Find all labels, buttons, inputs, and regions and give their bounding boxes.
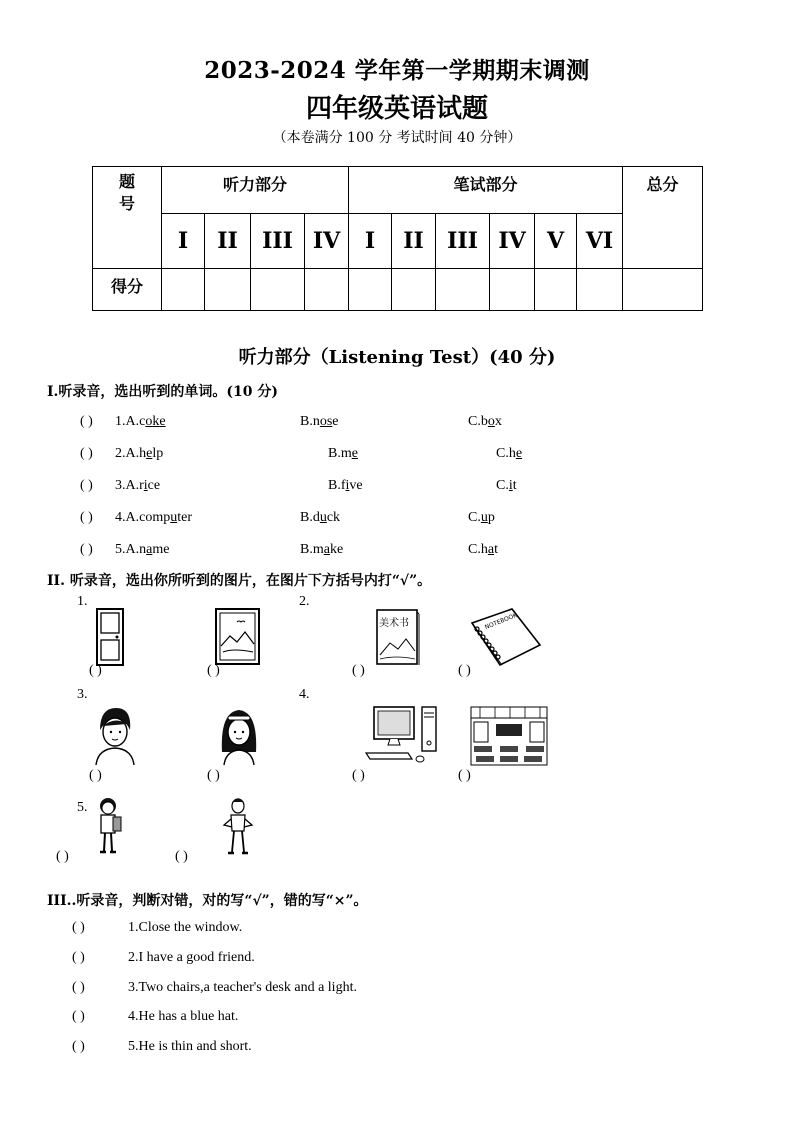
option-a[interactable]: 5.A.name xyxy=(115,542,170,557)
score-cell[interactable] xyxy=(535,269,577,311)
option-b[interactable]: B.five xyxy=(328,478,363,493)
written-col-6: VI xyxy=(577,214,623,269)
answer-paren[interactable]: ( ) xyxy=(56,849,69,864)
written-col-3: III xyxy=(436,214,490,269)
door-icon xyxy=(96,608,124,666)
girl-long-hair-icon xyxy=(218,706,260,766)
answer-paren[interactable]: ( ) xyxy=(352,768,365,783)
listening-label: 听力部分 xyxy=(162,167,349,214)
score-cell[interactable] xyxy=(436,269,490,311)
answer-paren[interactable]: ( ) xyxy=(458,768,471,783)
part2-number-5: 5. xyxy=(77,800,88,815)
section-title: 听力部分（Listening Test）(40 分) xyxy=(238,347,556,368)
part2-number-2: 2. xyxy=(299,594,310,609)
option-a[interactable]: 4.A.computer xyxy=(115,510,192,525)
question-label: 题号 xyxy=(118,172,135,213)
exam-info: （本卷满分 100 分 考试时间 40 分钟） xyxy=(272,130,522,146)
written-col-4: IV xyxy=(490,214,535,269)
answer-paren[interactable]: ( ) xyxy=(175,849,188,864)
exam-title: 2023-2024 学年第一学期期末调测 xyxy=(204,57,590,84)
statement-text: 4.He has a blue hat. xyxy=(128,1009,239,1024)
answer-paren[interactable]: ( ) xyxy=(89,768,102,783)
answer-paren[interactable]: ( ) xyxy=(80,510,93,525)
written-col-5: V xyxy=(535,214,577,269)
part2-number-3: 3. xyxy=(77,687,88,702)
written-col-1: I xyxy=(349,214,392,269)
statement-text: 2.I have a good friend. xyxy=(128,950,255,965)
classroom-icon xyxy=(470,706,548,766)
option-c[interactable]: C.box xyxy=(468,414,502,429)
answer-paren[interactable]: ( ) xyxy=(458,663,471,678)
score-cell[interactable] xyxy=(392,269,436,311)
answer-paren[interactable]: ( ) xyxy=(80,446,93,461)
part3-heading: III..听录音，判断对错，对的写“√”，错的写“×”。 xyxy=(47,893,368,909)
total-label: 总分 xyxy=(623,167,703,269)
answer-paren[interactable]: ( ) xyxy=(207,663,220,678)
score-cell[interactable] xyxy=(577,269,623,311)
option-a[interactable]: 1.A.coke xyxy=(115,414,166,429)
notebook-icon xyxy=(468,605,542,669)
option-c[interactable]: C.hat xyxy=(468,542,498,557)
total-score-cell[interactable] xyxy=(623,269,703,311)
statement-text: 1.Close the window. xyxy=(128,920,243,935)
answer-paren[interactable]: ( ) xyxy=(352,663,365,678)
answer-paren[interactable]: ( ) xyxy=(80,478,93,493)
computer-icon xyxy=(364,705,440,765)
option-b[interactable]: B.make xyxy=(300,542,344,557)
exam-subtitle: 四年级英语试题 xyxy=(305,94,488,124)
answer-paren[interactable]: ( ) xyxy=(80,542,93,557)
option-b[interactable]: B.nose xyxy=(300,414,339,429)
part2-number-1: 1. xyxy=(77,594,88,609)
score-table xyxy=(92,166,703,311)
art-book-label: 美术书 xyxy=(379,618,409,629)
question-label-cell xyxy=(93,167,162,269)
score-cell[interactable] xyxy=(490,269,535,311)
part2-number-4: 4. xyxy=(299,687,310,702)
girl-short-hair-icon xyxy=(92,706,136,766)
score-cell[interactable] xyxy=(305,269,349,311)
listening-col-3: III xyxy=(251,214,305,269)
option-b[interactable]: B.me xyxy=(328,446,358,461)
listening-col-4: IV xyxy=(305,214,349,269)
score-cell[interactable] xyxy=(349,269,392,311)
answer-paren[interactable]: ( ) xyxy=(72,980,85,995)
answer-paren[interactable]: ( ) xyxy=(89,663,102,678)
listening-col-1: I xyxy=(162,214,205,269)
answer-paren[interactable]: ( ) xyxy=(72,1009,85,1024)
picture-icon xyxy=(215,608,260,665)
option-a[interactable]: 2.A.help xyxy=(115,446,164,461)
score-cell[interactable] xyxy=(205,269,251,311)
option-c[interactable]: C.up xyxy=(468,510,495,525)
score-cell[interactable] xyxy=(162,269,205,311)
option-c[interactable]: C.it xyxy=(496,478,517,493)
written-label: 笔试部分 xyxy=(349,167,623,214)
part2-heading: II. 听录音，选出你所听到的图片，在图片下方括号内打“√”。 xyxy=(47,573,432,589)
written-col-2: II xyxy=(392,214,436,269)
listening-col-2: II xyxy=(205,214,251,269)
statement-text: 5.He is thin and short. xyxy=(128,1039,252,1054)
part1-heading: I.听录音，选出听到的单词。(10 分) xyxy=(47,384,279,400)
answer-paren[interactable]: ( ) xyxy=(72,950,85,965)
answer-paren[interactable]: ( ) xyxy=(72,1039,85,1054)
option-b[interactable]: B.duck xyxy=(300,510,341,525)
option-c[interactable]: C.he xyxy=(496,446,523,461)
score-cell[interactable] xyxy=(251,269,305,311)
answer-paren[interactable]: ( ) xyxy=(207,768,220,783)
option-a[interactable]: 3.A.rice xyxy=(115,478,161,493)
answer-paren[interactable]: ( ) xyxy=(72,920,85,935)
answer-paren[interactable]: ( ) xyxy=(80,414,93,429)
statement-text: 3.Two chairs,a teacher's desk and a light. xyxy=(128,980,357,995)
boy-backpack-icon xyxy=(96,797,124,855)
score-label: 得分 xyxy=(93,269,162,311)
boy-thin-icon xyxy=(222,797,254,857)
notebook-label: NOTEBOOK xyxy=(483,611,519,632)
